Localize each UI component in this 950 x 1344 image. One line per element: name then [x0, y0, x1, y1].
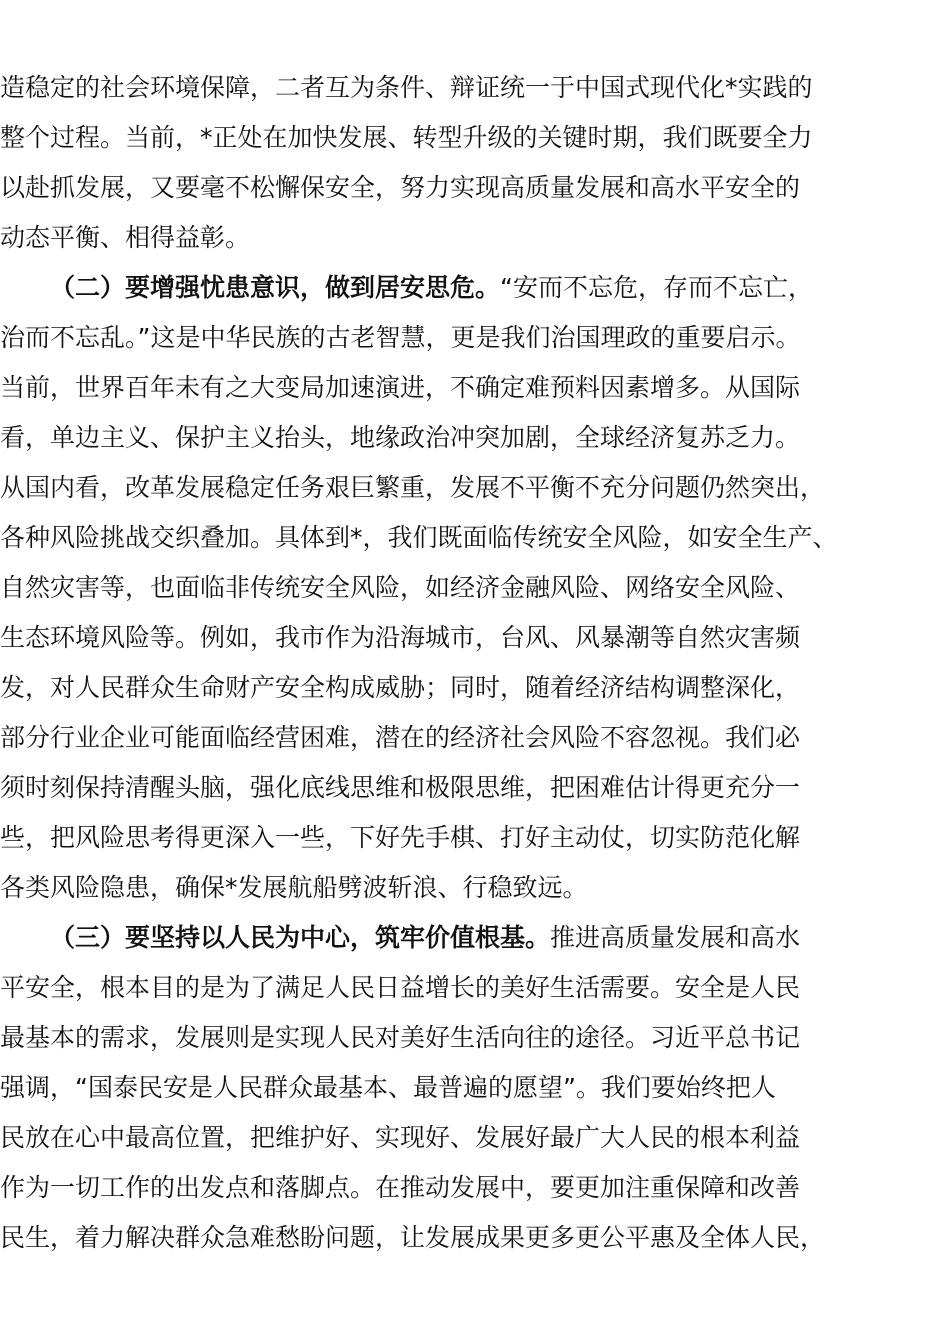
text-line: 民放在心中最高位置，把维护好、实现好、发展好最广大人民的根本利益 [0, 1123, 801, 1152]
section-2-first-line [0, 263, 950, 313]
text-line: 治而不忘乱。”这是中华民族的古老智慧，更是我们治国理政的重要启示。 [0, 323, 801, 352]
text-line: 自然灾害等，也面临非传统安全风险，如经济金融风险、网络安全风险、 [0, 573, 801, 602]
text-line: 以赴抓发展，又要毫不松懈保安全，努力实现高质量发展和高水平安全的 [0, 173, 801, 202]
text-line: 作为一切工作的出发点和落脚点。在推动发展中，要更加注重保障和改善 [0, 1173, 801, 1202]
section-3-lead-text: 推进高质量发展和高水 [550, 923, 801, 952]
text-line: 平安全，根本目的是为了满足人民日益增长的美好生活需要。安全是人民 [0, 973, 801, 1002]
text-line: 生态环境风险等。例如，我市作为沿海城市，台风、风暴潮等自然灾害频 [0, 623, 801, 652]
text-line: 整个过程。当前，*正处在加快发展、转型升级的关键时期，我们既要全力 [0, 123, 813, 152]
text-line: 各类风险隐患，确保*发展航船劈波斩浪、行稳致远。 [0, 873, 588, 902]
section-3-heading: （三）要坚持以人民为中心，筑牢价值根基。 [50, 923, 551, 952]
text-line: 些，把风险思考得更深入一些，下好先手棋、打好主动仗，切实防范化解 [0, 823, 801, 852]
text-line: 当前，世界百年未有之大变局加速演进，不确定难预料因素增多。从国际 [0, 373, 801, 402]
text-line: 动态平衡、相得益彰。 [0, 223, 251, 252]
text-line: 从国内看，改革发展稳定任务艰巨繁重，发展不平衡不充分问题仍然突出， [0, 473, 826, 502]
text-line: 发，对人民群众生命财产安全构成威胁；同时，随着经济结构调整深化， [0, 673, 801, 702]
text-line: 部分行业企业可能面临经营困难，潜在的经济社会风险不容忽视。我们必 [0, 723, 801, 752]
text-line: 强调，“国泰民安是人民群众最基本、最普遍的愿望”。我们要始终把人 [0, 1073, 776, 1102]
text-line: 须时刻保持清醒头脑，强化底线思维和极限思维，把困难估计得更充分一 [0, 773, 801, 802]
section-2-lead-text: “安而不忘危，存而不忘亡， [500, 273, 813, 302]
text-line: 看，单边主义、保护主义抬头，地缘政治冲突加剧，全球经济复苏乏力。 [0, 423, 801, 452]
text-line: 民生，着力解决群众急难愁盼问题，让发展成果更多更公平惠及全体人民， [0, 1223, 826, 1252]
section-3-first-line [0, 913, 950, 963]
text-line: 最基本的需求，发展则是实现人民对美好生活向往的途径。习近平总书记 [0, 1023, 801, 1052]
section-2-heading: （二）要增强忧患意识，做到居安思危。 [50, 273, 501, 302]
text-line: 各种风险挑战交织叠加。具体到*，我们既面临传统安全风险，如安全生产、 [0, 523, 838, 552]
text-line: 造稳定的社会环境保障，二者互为条件、辩证统一于中国式现代化*实践的 [0, 73, 813, 102]
